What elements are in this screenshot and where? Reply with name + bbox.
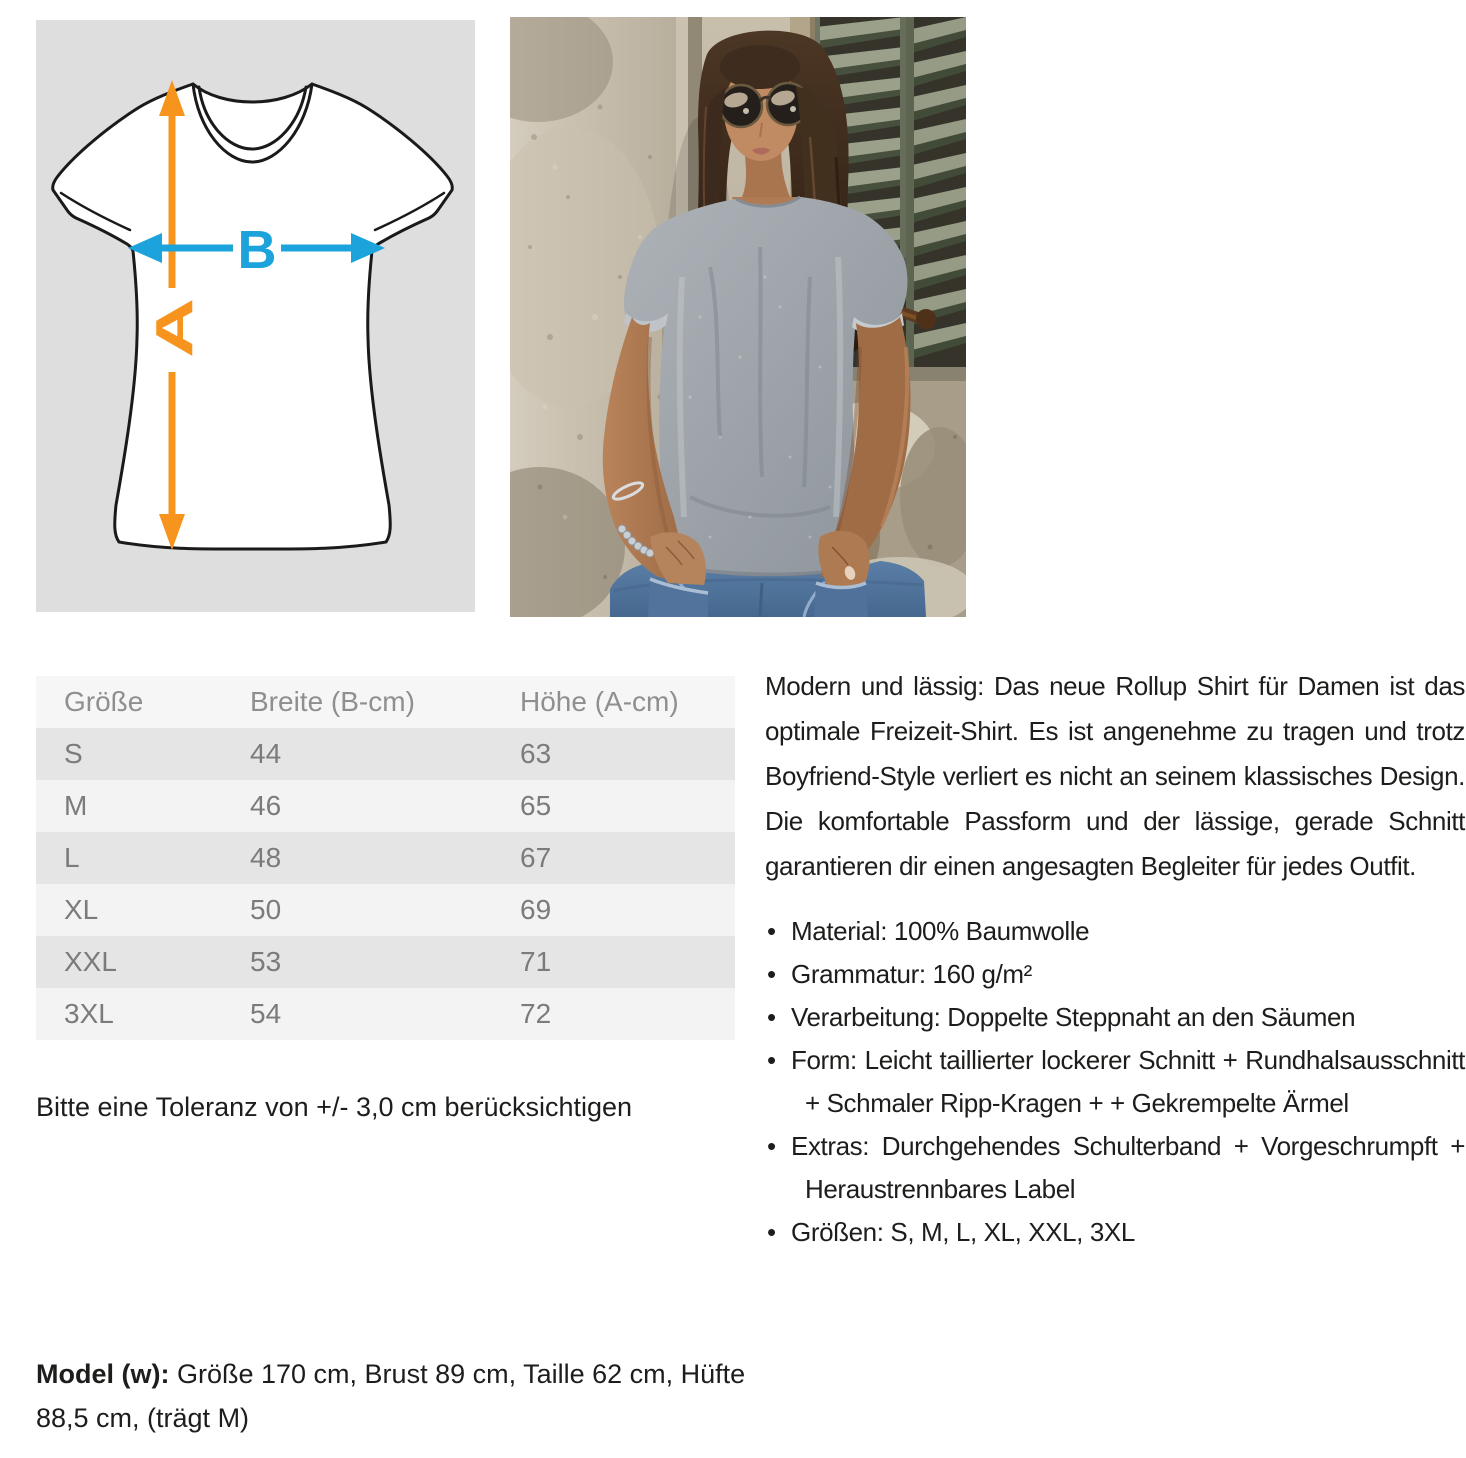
cell-height: 65 xyxy=(520,790,552,821)
feature-material xyxy=(765,910,1465,953)
feature-groessen xyxy=(765,1211,1465,1254)
feature-text: Form: Leicht taillierter lockerer Schnitt + Rundhalsausschnitt + Schmaler Ripp-Kragen + + Gekrempelte Ärmel xyxy=(791,1045,1465,1118)
model-right-hand xyxy=(818,531,869,589)
feature-list xyxy=(765,910,1465,1254)
feature-extras xyxy=(765,1125,1465,1211)
table-row-xxl xyxy=(36,936,735,988)
cell-size: L xyxy=(64,842,80,873)
table-row-l xyxy=(36,832,735,884)
cell-width: 44 xyxy=(250,738,282,769)
size-table-header-row xyxy=(36,676,735,728)
measure-label-b: B xyxy=(237,220,277,280)
cell-width: 50 xyxy=(250,894,282,925)
cell-width: 53 xyxy=(250,946,282,977)
cell-height: 67 xyxy=(520,842,552,873)
cell-size: 3XL xyxy=(64,998,114,1029)
cell-width: 48 xyxy=(250,842,282,873)
cell-size: M xyxy=(64,790,88,821)
feature-form xyxy=(765,1039,1465,1125)
model-info-text: Größe 170 cm, Brust 89 cm, Taille 62 cm, Hüfte 88,5 cm, (trägt M) xyxy=(36,1359,746,1433)
feature-verarbeitung xyxy=(765,996,1465,1039)
table-row-s xyxy=(36,728,735,780)
table-row-m xyxy=(36,780,735,832)
cell-height: 69 xyxy=(520,894,552,925)
feature-text: Größen: S, M, L, XL, XXL, 3XL xyxy=(791,1217,1135,1247)
cell-size: XL xyxy=(64,894,99,925)
cell-width: 46 xyxy=(250,790,282,821)
feature-grammatur xyxy=(765,953,1465,996)
product-info-column xyxy=(765,664,1465,1254)
product-photo xyxy=(510,17,966,617)
size-table xyxy=(36,676,735,1040)
cell-height: 71 xyxy=(520,946,552,977)
cell-size: S xyxy=(64,738,83,769)
tolerance-note: Bitte eine Toleranz von +/- 3,0 cm berücksichtigen xyxy=(36,1092,633,1122)
model-info-label: Model (w): xyxy=(36,1359,170,1389)
table-row-xl xyxy=(36,884,735,936)
feature-text: Verarbeitung: Doppelte Steppnaht an den Säumen xyxy=(791,1002,1356,1032)
col-header-breite: Breite (B-cm) xyxy=(250,686,415,717)
bullet-dot: • xyxy=(767,1045,776,1075)
cell-height: 63 xyxy=(520,738,552,769)
bullet-dot: • xyxy=(767,1217,776,1247)
col-header-hoehe: Höhe (A-cm) xyxy=(520,686,679,717)
bullet-dot: • xyxy=(767,959,776,989)
col-header-groesse: Größe xyxy=(64,686,144,717)
cell-height: 72 xyxy=(520,998,552,1029)
feature-text: Grammatur: 160 g/m² xyxy=(791,959,1032,989)
feature-text: Material: 100% Baumwolle xyxy=(791,916,1090,946)
cell-size: XXL xyxy=(64,946,117,977)
bullet-dot: • xyxy=(767,916,776,946)
bullet-dot: • xyxy=(767,1002,776,1032)
bullet-dot: • xyxy=(767,1131,776,1161)
cell-width: 54 xyxy=(250,998,282,1029)
measure-label-a: A xyxy=(144,297,204,359)
size-diagram xyxy=(36,20,475,612)
feature-text: Extras: Durchgehendes Schulterband + Vorgeschrumpft + Heraustrennbares Label xyxy=(791,1131,1465,1204)
product-description: Modern und lässig: Das neue Rollup Shirt für Damen ist das optimale Freizeit-Shirt. Es ist angenehme zu tragen und trotz Boyfriend-Style verliert es nicht an seinem klassisches Design. Die komfortable Passform und der lässige, gerade Schnitt garantieren dir einen angesagten Begleiter für jedes Outfit. xyxy=(765,671,1465,881)
table-row-3xl xyxy=(36,988,735,1040)
model-info xyxy=(36,1352,760,1440)
